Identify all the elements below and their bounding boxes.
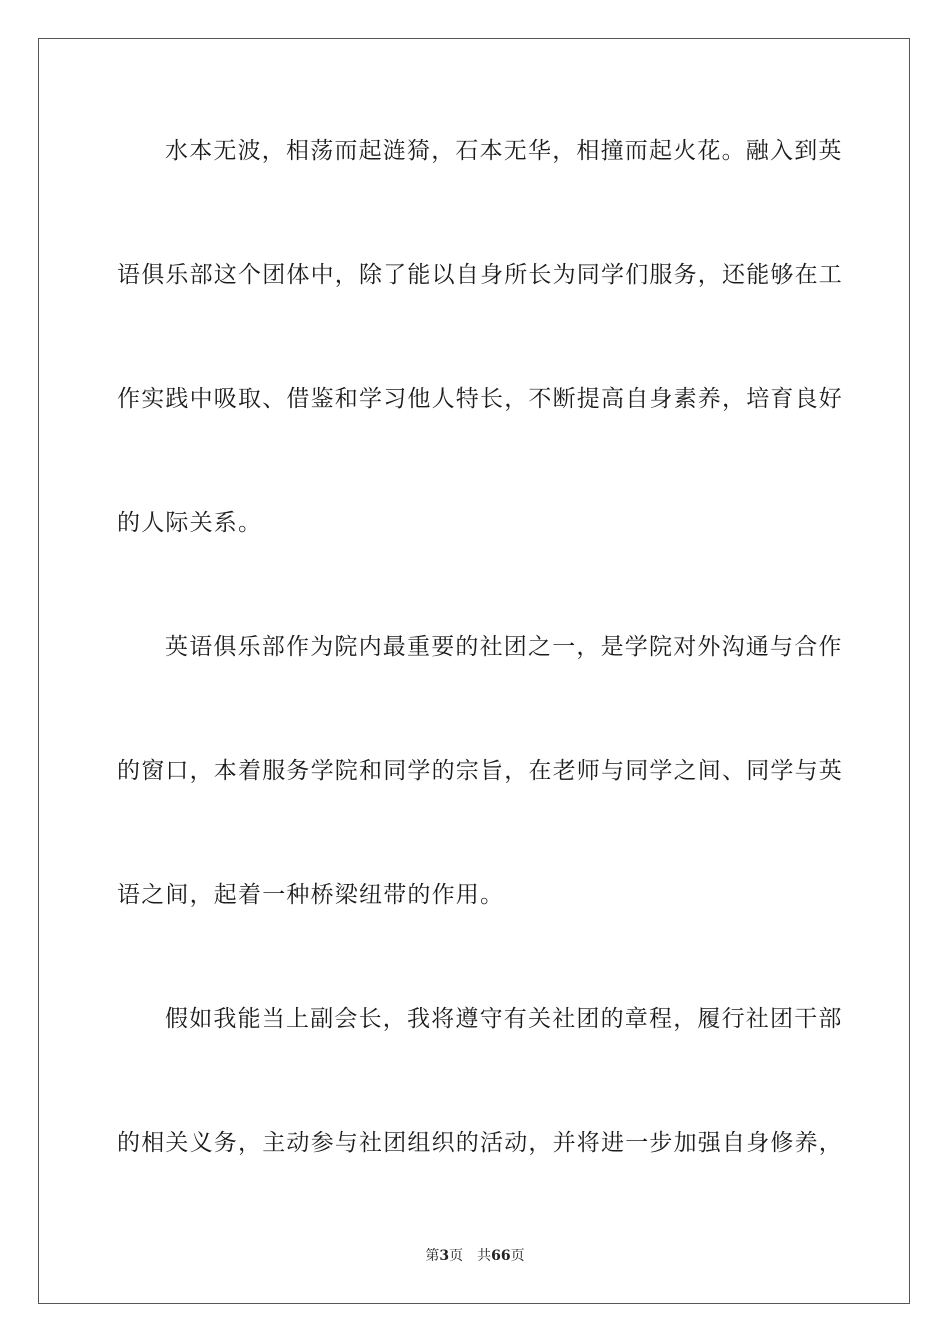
footer-total-pages: 66 — [491, 1248, 511, 1264]
paragraph-1-line-2: 语俱乐部这个团体中，除了能以自身所长为同学们服务，还能够在工 — [117, 262, 843, 288]
page-border — [38, 38, 910, 1304]
paragraph-1-line-1: 水本无波，相荡而起涟猗，石本无华，相撞而起火花。融入到英 — [165, 138, 843, 164]
paragraph-3-line-1: 假如我能当上副会长，我将遵守有关社团的章程，履行社团干部 — [165, 1006, 843, 1032]
paragraph-1-line-3: 作实践中吸取、借鉴和学习他人特长，不断提高自身素养，培育良好 — [117, 386, 843, 412]
paragraph-2-line-1: 英语俱乐部作为院内最重要的社团之一，是学院对外沟通与合作 — [165, 634, 843, 660]
paragraph-2-line-3: 语之间，起着一种桥梁纽带的作用。 — [117, 882, 505, 908]
footer-page-suffix: 页 — [449, 1248, 464, 1264]
paragraph-3-line-2: 的相关义务，主动参与社团组织的活动，并将进一步加强自身修养， — [117, 1130, 843, 1156]
footer-page-prefix: 第 — [425, 1248, 440, 1264]
footer-page-number: 3 — [439, 1248, 450, 1264]
footer-total-prefix: 共 — [477, 1248, 492, 1264]
page-footer — [0, 1246, 950, 1266]
paragraph-1-line-4: 的人际关系。 — [117, 510, 263, 536]
footer-total-suffix: 页 — [510, 1248, 525, 1264]
paragraph-2-line-2: 的窗口，本着服务学院和同学的宗旨，在老师与同学之间、同学与英 — [117, 758, 843, 784]
